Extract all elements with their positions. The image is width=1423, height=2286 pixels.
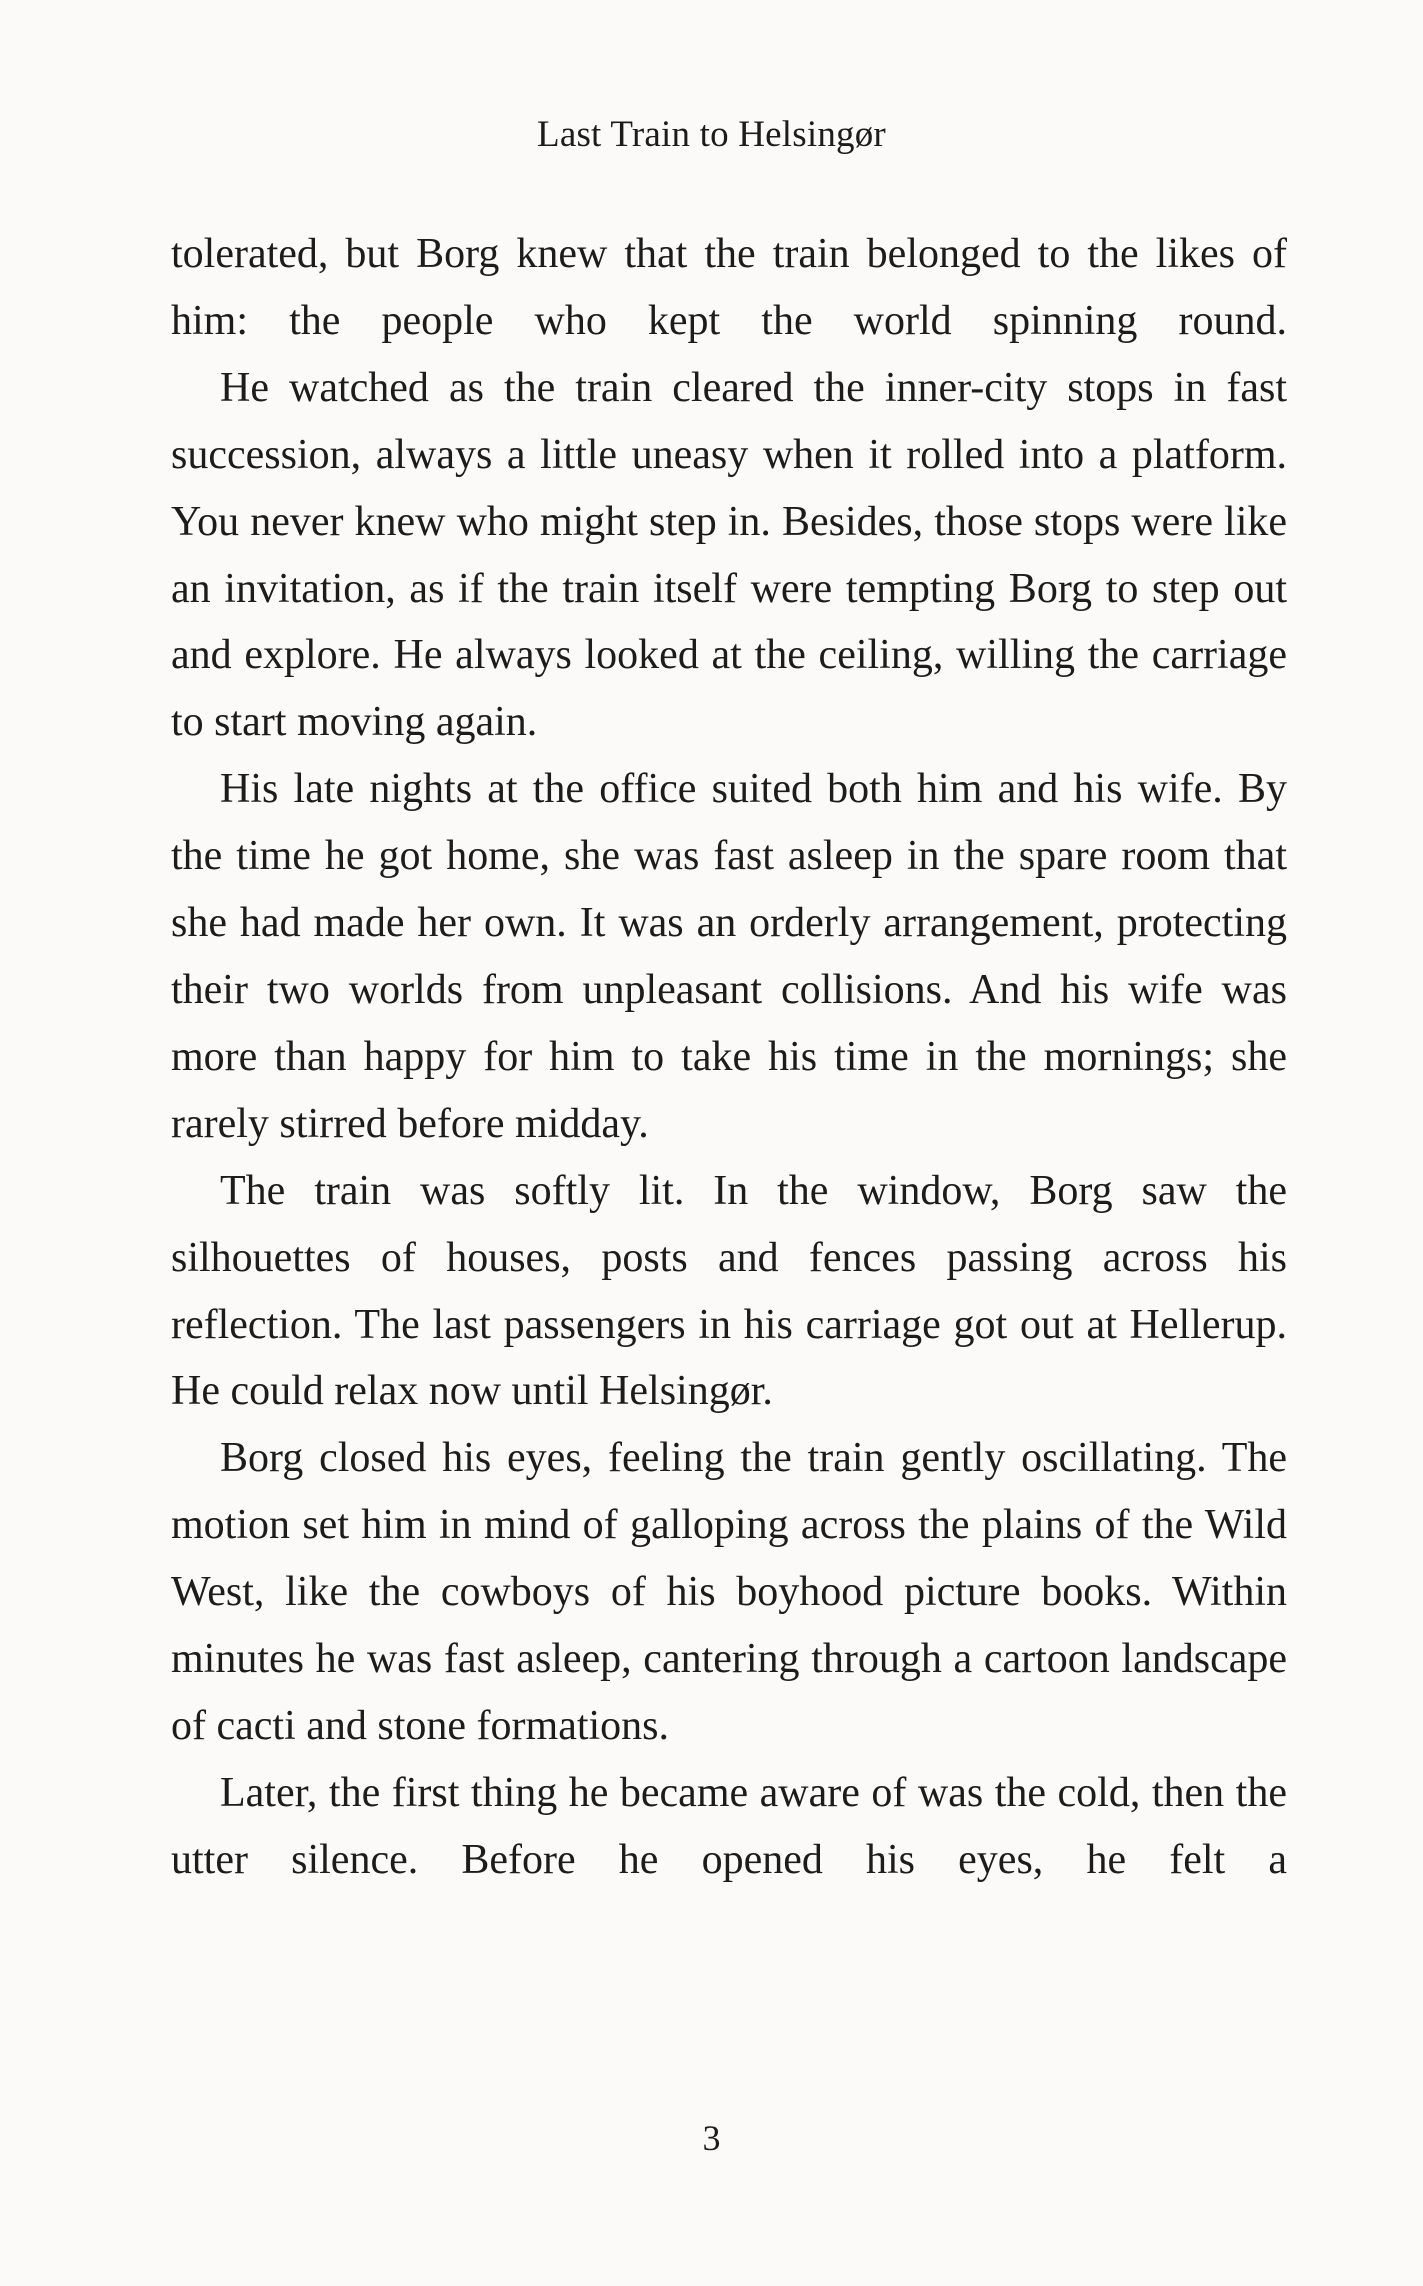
paragraph-6: Later, the first thing he became aware of was the cold, then the utter silence. Before he opened his eyes, he felt a [171, 1769, 1287, 1883]
body-text [171, 221, 1287, 1894]
paragraph-3: His late nights at the office suited both him and his wife. By the time he got home, she was fast asleep in the spare room that she had made her own. It was an orderly arrangement, protecting their two worlds from unpleasant collisions. And his wife was more than happy for him to take his time in the mornings; she rarely stirred before midday. [171, 766, 1287, 1147]
paragraph-5: Borg closed his eyes, feeling the train gently oscillating. The motion set him in mind of galloping across the plains of the Wild West, like the cowboys of his boyhood picture books. Within minutes he was fast asleep, cantering through a cartoon landscape of cacti and stone formations. [171, 1435, 1287, 1749]
page-number: 3 [702, 2118, 721, 2158]
paragraph-4: The train was softly lit. In the window, Borg saw the silhouettes of houses, posts and fences passing across his reflection. The last passengers in his carriage got out at Hellerup. He could relax now until Helsingør. [171, 1167, 1287, 1415]
running-head: Last Train to Helsingør [537, 114, 886, 155]
paragraph-2: He watched as the train cleared the inner-city stops in fast succession, always a little uneasy when it rolled into a platform. You never knew who might step in. Besides, those stops were like an invitation, as if the train itself were tempting Borg to step out and explore. He always looked at the ceiling, willing the carriage to start moving again. [171, 364, 1287, 746]
paragraph-1: tolerated, but Borg knew that the train belonged to the likes of him: the people who kept the world spinning round. [171, 231, 1287, 344]
